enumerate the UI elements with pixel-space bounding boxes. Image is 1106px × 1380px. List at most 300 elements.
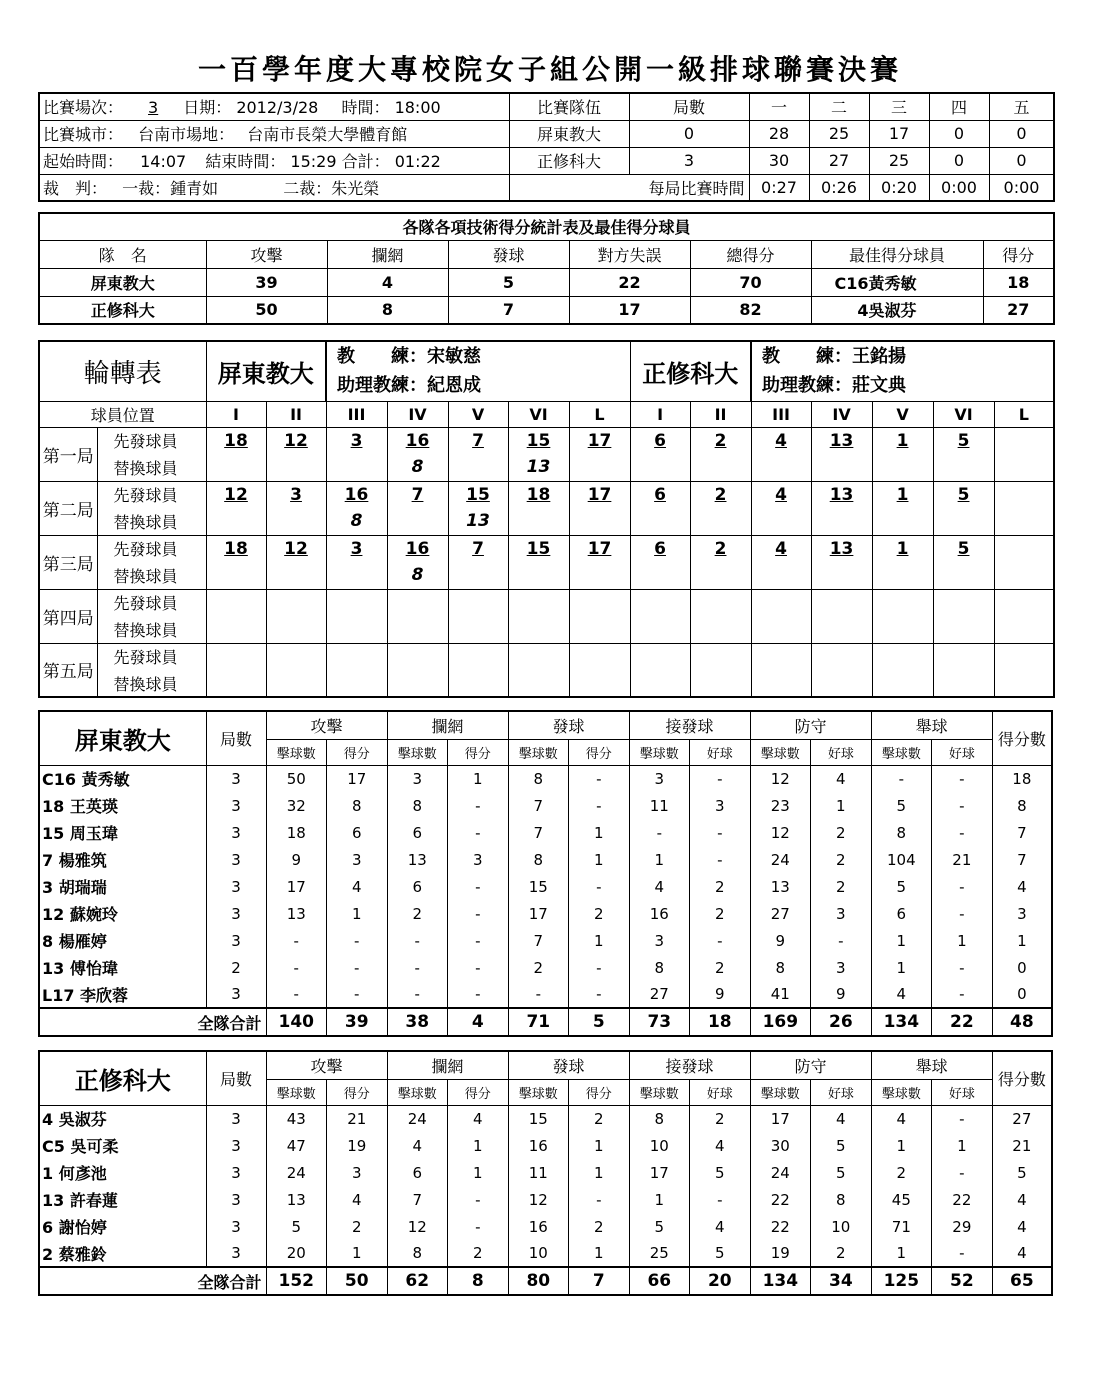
stat-cell: 5	[871, 873, 932, 900]
sub-cell	[569, 670, 630, 697]
stat-cell: 7	[992, 819, 1052, 846]
total-cell: 140	[266, 1008, 327, 1036]
points-header: 得分數	[992, 711, 1052, 765]
sub-cell	[751, 454, 811, 481]
starter-cell	[266, 589, 326, 616]
set-name: 第一局	[39, 427, 97, 481]
set-name: 第四局	[39, 589, 97, 643]
stat-cell: -	[932, 765, 993, 792]
player-row	[39, 1159, 1052, 1186]
starter-cell: 16	[387, 427, 448, 454]
rotation-team-a: 屏東教大	[206, 341, 326, 401]
stat-cell: 9	[811, 981, 872, 1008]
starter-cell: 18	[206, 535, 266, 562]
set-name: 第三局	[39, 535, 97, 589]
stat-cell: 11	[508, 1159, 569, 1186]
stat-group-header: 防守	[750, 1051, 871, 1079]
stat-cell: -	[448, 873, 509, 900]
stat-cell: 16	[508, 1132, 569, 1159]
stat-group-header: 舉球	[871, 1051, 992, 1079]
sub-cell	[933, 670, 994, 697]
stat-cell: 12	[387, 1213, 448, 1240]
stat-group-header: 發球	[508, 1051, 629, 1079]
stat-cell: 3	[992, 900, 1052, 927]
rotation-sub-row	[39, 508, 1054, 535]
stat-cell: -	[327, 927, 388, 954]
sub-cell	[630, 562, 690, 589]
sub-cell	[811, 670, 872, 697]
tech-team-a: 屏東教大	[39, 268, 206, 296]
sub-cell	[508, 670, 569, 697]
sub-cell	[811, 562, 872, 589]
sub-cell	[994, 454, 1054, 481]
starter-cell	[811, 643, 872, 670]
stat-cell: -	[690, 927, 751, 954]
sub-cell	[508, 508, 569, 535]
stat-cell: 3	[811, 900, 872, 927]
stat-sub-header: 擊球數	[387, 739, 448, 765]
starter-cell: 3	[266, 481, 326, 508]
rotation-sub-row	[39, 562, 1054, 589]
stat-cell: 1	[569, 927, 630, 954]
stat-cell: 3	[811, 954, 872, 981]
stat-group-header: 接發球	[629, 711, 750, 739]
stat-cell: -	[448, 900, 509, 927]
sub-cell	[508, 562, 569, 589]
player-name: 2 蔡雅鈴	[39, 1240, 206, 1267]
stat-cell: 4	[327, 1186, 388, 1213]
sub-cell	[206, 616, 266, 643]
stat-cell: 5	[629, 1213, 690, 1240]
stat-group-header: 接發球	[629, 1051, 750, 1079]
total-cell: 52	[932, 1267, 993, 1295]
starter-cell: 12	[266, 427, 326, 454]
total-cell: 134	[871, 1008, 932, 1036]
stat-sub-header: 好球	[690, 1079, 751, 1105]
sub-cell	[933, 616, 994, 643]
stat-cell: 5	[266, 1213, 327, 1240]
stat-cell: 22	[932, 1186, 993, 1213]
sub-cell	[448, 454, 508, 481]
stat-sub-header: 擊球數	[508, 1079, 569, 1105]
stat-cell: 3	[206, 1186, 266, 1213]
stat-cell: -	[690, 846, 751, 873]
stat-cell: 6	[387, 1159, 448, 1186]
player-name: 6 謝怡婷	[39, 1213, 206, 1240]
starter-cell	[448, 589, 508, 616]
stat-cell: 3	[206, 927, 266, 954]
stat-cell: 2	[508, 954, 569, 981]
stat-sub-header: 得分	[569, 1079, 630, 1105]
stat-cell: 2	[569, 1105, 630, 1132]
starter-cell: 5	[933, 535, 994, 562]
sub-cell	[206, 454, 266, 481]
starter-label: 先發球員	[97, 481, 206, 508]
player-name: 15 周玉瑋	[39, 819, 206, 846]
stat-cell: 2	[690, 873, 751, 900]
stat-cell: 2	[871, 1159, 932, 1186]
stat-cell: -	[327, 954, 388, 981]
starter-cell	[508, 589, 569, 616]
starter-cell: 15	[448, 481, 508, 508]
sub-cell	[933, 454, 994, 481]
total-cell: 26	[811, 1008, 872, 1036]
rotation-table	[38, 340, 1055, 698]
position-header: L	[994, 401, 1054, 427]
starter-cell: 6	[630, 427, 690, 454]
total-cell: 20	[690, 1267, 751, 1295]
position-header: I	[630, 401, 690, 427]
sub-cell	[751, 616, 811, 643]
sub-cell	[326, 454, 387, 481]
sub-cell	[630, 616, 690, 643]
sub-cell	[206, 670, 266, 697]
stat-cell: 2	[327, 1213, 388, 1240]
stat-cell: -	[690, 1186, 751, 1213]
stat-cell: 5	[690, 1240, 751, 1267]
stat-cell: 3	[206, 900, 266, 927]
stat-cell: 104	[871, 846, 932, 873]
document-title: 一百學年度大專校院女子組公開一級排球聯賽決賽	[197, 53, 902, 86]
total-label: 全隊合計	[39, 1008, 266, 1036]
points-header: 得分數	[992, 1051, 1052, 1105]
stat-cell: 7	[508, 819, 569, 846]
stat-cell: 45	[871, 1186, 932, 1213]
best-player-b: 4吳淑芬	[811, 296, 983, 324]
sub-cell	[630, 454, 690, 481]
stat-cell: 19	[750, 1240, 811, 1267]
stat-cell: 5	[690, 1159, 751, 1186]
stat-cell: -	[932, 792, 993, 819]
starter-cell	[994, 589, 1054, 616]
starter-cell	[872, 643, 933, 670]
starter-cell	[266, 643, 326, 670]
sub-cell	[994, 616, 1054, 643]
stat-cell: 1	[629, 846, 690, 873]
stat-cell: 6	[387, 819, 448, 846]
stat-cell: 3	[629, 765, 690, 792]
stat-cell: 4	[629, 873, 690, 900]
position-label: 球員位置	[39, 401, 206, 427]
stat-cell: 6	[871, 900, 932, 927]
starter-cell: 7	[448, 535, 508, 562]
stat-cell: 15	[508, 873, 569, 900]
score-header: 比賽隊伍	[509, 93, 629, 120]
starter-cell	[933, 643, 994, 670]
rotation-team-b: 正修科大	[630, 341, 751, 401]
sub-cell	[872, 562, 933, 589]
match-info-table: 比賽場次： 3 日期： 2012/3/28 時間： 18:00 比賽隊伍 局數 一 二 三 四 五 比賽城市： 台南市場地： 台南市長榮大學體育館 屏東教大 0 28 25 17 0 0 起始時間： 14:07 結束時間： 15:29 合計： 01:22 正修科大 3 30 27 25 0 0 裁 判： 一裁：鍾青如 二裁：朱光榮 每局比賽時間 0:27 0:26 0:20 0:00 0:00	[38, 92, 1055, 202]
stat-cell: 24	[387, 1105, 448, 1132]
stat-cell: 3	[387, 765, 448, 792]
sub-cell	[872, 670, 933, 697]
stat-cell: 3	[206, 846, 266, 873]
stat-cell: 8	[871, 819, 932, 846]
rotation-set-row	[39, 427, 1054, 454]
stat-cell: 1	[569, 819, 630, 846]
stat-cell: -	[569, 765, 630, 792]
starter-label: 先發球員	[97, 589, 206, 616]
player-name: C16 黃秀敏	[39, 765, 206, 792]
stat-cell: -	[932, 819, 993, 846]
starter-cell	[206, 589, 266, 616]
rotation-set-row	[39, 535, 1054, 562]
starter-cell	[994, 643, 1054, 670]
stat-cell: 1	[569, 1159, 630, 1186]
stat-cell: 2	[811, 1240, 872, 1267]
total-cell: 48	[992, 1008, 1052, 1036]
rotation-set-row	[39, 481, 1054, 508]
sub-cell	[266, 562, 326, 589]
stats-team-name: 屏東教大	[39, 711, 206, 765]
stat-sub-header: 好球	[932, 1079, 993, 1105]
player-row	[39, 1186, 1052, 1213]
stats-team-name: 正修科大	[39, 1051, 206, 1105]
sub-cell	[690, 508, 751, 535]
starter-cell: 17	[569, 535, 630, 562]
sub-cell: 13	[448, 508, 508, 535]
stat-cell: 5	[992, 1159, 1052, 1186]
starter-cell: 5	[933, 427, 994, 454]
best-player-a: C16黃秀敏	[811, 268, 983, 296]
stat-cell: 6	[327, 819, 388, 846]
stat-cell: 1	[327, 900, 388, 927]
position-header: VI	[508, 401, 569, 427]
stat-sub-header: 得分	[327, 739, 388, 765]
sub-cell	[933, 562, 994, 589]
sub-cell	[266, 616, 326, 643]
stat-cell: 1	[871, 927, 932, 954]
sub-cell	[994, 508, 1054, 535]
sub-cell	[448, 670, 508, 697]
stat-cell: 1	[871, 1240, 932, 1267]
total-cell: 39	[327, 1008, 388, 1036]
stat-cell: 1	[992, 927, 1052, 954]
sub-label: 替換球員	[97, 670, 206, 697]
stat-cell: 5	[811, 1132, 872, 1159]
sub-cell	[326, 616, 387, 643]
sub-cell	[266, 508, 326, 535]
sub-cell: 8	[387, 562, 448, 589]
stat-cell: -	[932, 873, 993, 900]
stat-sub-header: 擊球數	[266, 739, 327, 765]
stat-cell: 4	[992, 1213, 1052, 1240]
stat-cell: -	[932, 900, 993, 927]
stat-cell: -	[569, 1186, 630, 1213]
stat-cell: 8	[508, 846, 569, 873]
starter-cell	[326, 589, 387, 616]
stat-cell: 4	[871, 1105, 932, 1132]
stat-cell: 22	[750, 1186, 811, 1213]
stat-cell: 3	[448, 846, 509, 873]
stat-cell: -	[266, 954, 327, 981]
stat-cell: 3	[206, 1132, 266, 1159]
stat-cell: 2	[811, 873, 872, 900]
rotation-coaches-b: 教 練：王銘揚 助理教練：莊文典	[751, 341, 1054, 401]
stat-cell: 2	[690, 900, 751, 927]
sub-cell	[569, 508, 630, 535]
starter-cell: 2	[690, 535, 751, 562]
starter-cell	[508, 643, 569, 670]
stat-cell: 13	[387, 846, 448, 873]
stat-cell: -	[690, 819, 751, 846]
sub-cell	[690, 562, 751, 589]
stat-cell: 1	[811, 792, 872, 819]
stat-cell: 8	[327, 792, 388, 819]
stat-cell: 22	[750, 1213, 811, 1240]
sets-header: 局數	[206, 711, 266, 765]
stat-cell: -	[932, 1240, 993, 1267]
sub-cell	[811, 508, 872, 535]
stat-cell: 27	[992, 1105, 1052, 1132]
stat-cell: 17	[629, 1159, 690, 1186]
stat-cell: 10	[811, 1213, 872, 1240]
sub-cell	[569, 562, 630, 589]
stat-cell: 7	[387, 1186, 448, 1213]
total-cell: 4	[448, 1008, 509, 1036]
stat-cell: 9	[750, 927, 811, 954]
stat-sub-header: 擊球數	[871, 739, 932, 765]
rotation-set-row	[39, 643, 1054, 670]
total-cell: 80	[508, 1267, 569, 1295]
stat-cell: 3	[206, 1213, 266, 1240]
starter-cell: 2	[690, 427, 751, 454]
sub-cell	[811, 616, 872, 643]
stat-cell: 21	[992, 1132, 1052, 1159]
starter-label: 先發球員	[97, 643, 206, 670]
sub-cell	[326, 562, 387, 589]
stat-cell: 30	[750, 1132, 811, 1159]
stat-cell: -	[448, 954, 509, 981]
sub-cell	[751, 670, 811, 697]
stat-cell: 43	[266, 1105, 327, 1132]
starter-cell: 4	[751, 535, 811, 562]
total-cell: 7	[569, 1267, 630, 1295]
position-header: V	[872, 401, 933, 427]
sub-label: 替換球員	[97, 508, 206, 535]
stat-sub-header: 擊球數	[871, 1079, 932, 1105]
stat-group-header: 攻擊	[266, 1051, 387, 1079]
stat-cell: 8	[387, 792, 448, 819]
stat-cell: 18	[992, 765, 1052, 792]
starter-cell: 12	[266, 535, 326, 562]
total-cell: 50	[327, 1267, 388, 1295]
starter-cell: 12	[206, 481, 266, 508]
starter-cell	[630, 589, 690, 616]
starter-cell: 16	[326, 481, 387, 508]
match-info-row2: 比賽城市： 台南市場地： 台南市長榮大學體育館	[39, 120, 509, 147]
player-name: C5 吳可柔	[39, 1132, 206, 1159]
player-name: 1 何彥池	[39, 1159, 206, 1186]
stat-group-header: 防守	[750, 711, 871, 739]
stat-cell: -	[448, 927, 509, 954]
stat-cell: 8	[811, 1186, 872, 1213]
stat-group-header: 發球	[508, 711, 629, 739]
sub-cell	[630, 670, 690, 697]
total-cell: 73	[629, 1008, 690, 1036]
stat-cell: 2	[448, 1240, 509, 1267]
starter-cell: 17	[569, 427, 630, 454]
stat-cell: 4	[448, 1105, 509, 1132]
stat-cell: -	[811, 927, 872, 954]
stat-cell: -	[448, 792, 509, 819]
stat-cell: 2	[811, 846, 872, 873]
stat-cell: 5	[811, 1159, 872, 1186]
total-cell: 22	[932, 1008, 993, 1036]
starter-cell: 7	[387, 481, 448, 508]
stat-sub-header: 好球	[932, 739, 993, 765]
stat-cell: 17	[327, 765, 388, 792]
stat-cell: 8	[629, 1105, 690, 1132]
stat-group-header: 攻擊	[266, 711, 387, 739]
stat-cell: 1	[327, 1240, 388, 1267]
starter-cell: 15	[508, 427, 569, 454]
stat-cell: 4	[992, 1186, 1052, 1213]
starter-label: 先發球員	[97, 535, 206, 562]
stat-cell: 1	[629, 1186, 690, 1213]
stat-group-header: 舉球	[871, 711, 992, 739]
stat-group-header: 攔網	[387, 711, 508, 739]
sub-cell: 8	[326, 508, 387, 535]
stat-cell: -	[387, 927, 448, 954]
stat-cell: 12	[750, 819, 811, 846]
sub-cell	[387, 670, 448, 697]
match-info-row1: 比賽場次： 3 日期： 2012/3/28 時間： 18:00	[39, 93, 509, 120]
position-header: VI	[933, 401, 994, 427]
position-header: V	[448, 401, 508, 427]
stat-cell: 12	[750, 765, 811, 792]
stat-cell: 7	[992, 846, 1052, 873]
starter-cell: 3	[326, 535, 387, 562]
player-name: 3 胡瑞瑞	[39, 873, 206, 900]
starter-cell: 4	[751, 481, 811, 508]
stat-cell: -	[448, 1186, 509, 1213]
starter-cell	[387, 643, 448, 670]
stat-cell: 8	[629, 954, 690, 981]
stat-cell: 17	[508, 900, 569, 927]
stat-sub-header: 擊球數	[387, 1079, 448, 1105]
stat-cell: -	[508, 981, 569, 1008]
player-row	[39, 846, 1052, 873]
sub-cell	[569, 616, 630, 643]
stat-cell: 0	[992, 981, 1052, 1008]
set-time-label: 每局比賽時間	[509, 174, 749, 201]
sub-cell	[508, 616, 569, 643]
player-row	[39, 1132, 1052, 1159]
starter-cell	[690, 643, 751, 670]
sub-cell	[266, 670, 326, 697]
starter-label: 先發球員	[97, 427, 206, 454]
stat-cell: 20	[266, 1240, 327, 1267]
stat-cell: 17	[266, 873, 327, 900]
rotation-coaches-a: 教 練：宋敏慈 助理教練：紀恩成	[326, 341, 630, 401]
sub-cell	[448, 616, 508, 643]
sub-cell	[387, 616, 448, 643]
tech-stats-title: 各隊各項技術得分統計表及最佳得分球員	[39, 213, 1054, 240]
starter-cell	[872, 589, 933, 616]
stat-cell: 4	[690, 1213, 751, 1240]
total-cell: 134	[750, 1267, 811, 1295]
rotation-set-row	[39, 589, 1054, 616]
stat-cell: 3	[206, 792, 266, 819]
stat-cell: 13	[266, 900, 327, 927]
stat-cell: 13	[750, 873, 811, 900]
position-header: II	[690, 401, 751, 427]
stat-sub-header: 擊球數	[629, 1079, 690, 1105]
starter-cell	[751, 643, 811, 670]
stat-cell: 47	[266, 1132, 327, 1159]
stat-cell: 7	[508, 927, 569, 954]
